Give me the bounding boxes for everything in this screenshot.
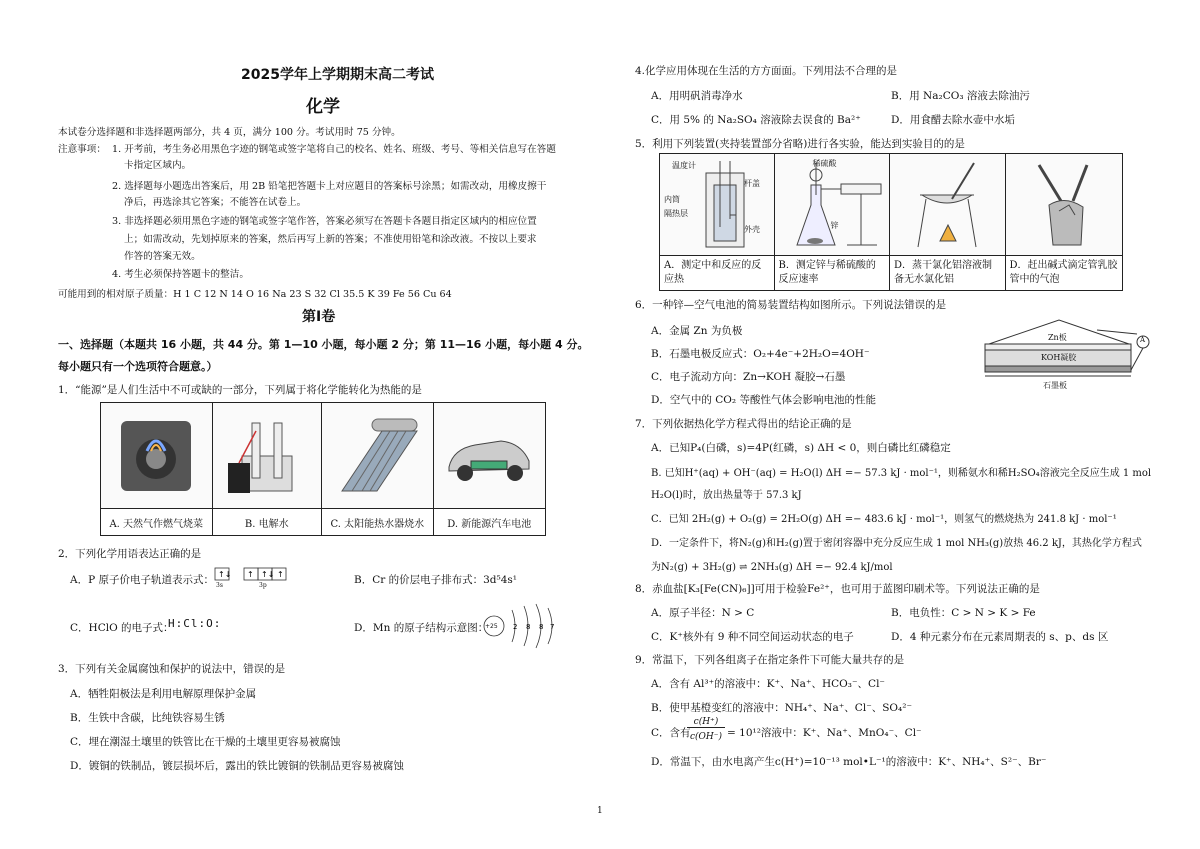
- q9-option-b: B．使甲基橙变红的溶液中：NH₄⁺、Na⁺、Cl⁻、SO₄²⁻: [651, 702, 912, 714]
- note-3b: 上；如需改动，先划掉原来的答案，然后再写上新的答案；不准使用铅笔和涂改液。不按以上要求: [124, 234, 537, 245]
- zn-plate-label: Zn板: [1048, 333, 1067, 342]
- evaporation-image: [890, 154, 1005, 256]
- section-heading: 一、选择题（本题共 16 小题，共 44 分。第 1—10 小题，每小题 2 分；第 11—16 小题，每小题 4 分。: [58, 338, 589, 351]
- q8-option-a: A．原子半径：N > C: [651, 607, 755, 619]
- q1-option-c: C. 太阳能热水器烧水: [322, 403, 434, 535]
- note-3c: 作答的答案无效。: [124, 251, 201, 262]
- q6-option-c: C．电子流动方向：Zn→KOH 凝胶→石墨: [651, 371, 846, 383]
- atomic-masses: 可能用到的相对原子质量：H 1 C 12 N 14 O 16 Na 23 S 32 Cl 35.5 K 39 Fe 56 Cu 64: [58, 289, 452, 300]
- q9-option-a: A．含有 Al³⁺的溶液中：K⁺、Na⁺、HCO₃⁻、Cl⁻: [651, 678, 885, 690]
- svg-text:8: 8: [539, 623, 544, 631]
- q5-apparatus-table: [659, 153, 1123, 291]
- ammeter-label: A: [1140, 336, 1146, 344]
- q7-stem: 7．下列依据热化学方程式得出的结论正确的是: [635, 418, 852, 430]
- electrolysis-image: [213, 403, 322, 509]
- left-column: [56, 0, 596, 849]
- q2-option-d: D．Mn 的原子结构示意图：: [354, 622, 489, 634]
- q9-fraction-denominator: c(OH⁻): [689, 732, 723, 742]
- q9-option-d: D．常温下，由水电离产生c(H⁺)=10⁻¹³ mol•L⁻¹的溶液中：K⁺、NH₄⁺、S²⁻、Br⁻: [651, 756, 1047, 768]
- orbital-label-3s: 3s: [216, 582, 223, 589]
- svg-text:↑: ↑: [247, 570, 254, 579]
- q4-stem: 4.化学应用体现在生活的方方面面。下列用法不合理的是: [635, 65, 898, 77]
- q7-option-a: A．已知P₄(白磷，s)=4P(红磷，s) ΔH < 0，则白磷比红磷稳定: [651, 442, 951, 454]
- q3-option-d: D．镀铜的铁制品，镀层损坏后，露出的铁比镀铜的铁制品更容易被腐蚀: [70, 760, 404, 772]
- notes-label: 注意事项：: [58, 144, 106, 155]
- svg-text:7: 7: [550, 623, 555, 631]
- q1-option-d: D. 新能源汽车电池: [434, 403, 546, 535]
- q9-fraction-numerator: c(H⁺): [687, 717, 725, 728]
- reaction-rate-image: 稀硫酸 锌: [775, 154, 890, 256]
- q6-stem: 6．一种锌—空气电池的简易装置结构如图所示。下列说法错误的是: [635, 299, 947, 311]
- q9-option-c-prefix: C．含有: [651, 727, 691, 739]
- svg-text:↑↓: ↑↓: [218, 570, 232, 579]
- mn-nucleus-label: +25: [485, 623, 498, 630]
- hclo-electron-formula: H:Cl:O:: [168, 617, 222, 630]
- intro-line: 本试卷分选择题和非选择题两部分，共 4 页，满分 100 分。考试用时 75 分钟。: [58, 127, 401, 138]
- q9-stem: 9．常温下，下列各组离子在指定条件下可能大量共存的是: [635, 654, 905, 666]
- q8-stem: 8．赤血盐[K₃[Fe(CN)₆]]可用于检验Fe²⁺，也可用于蓝图印刷术等。下列说法正确的是: [635, 583, 1040, 595]
- svg-text:8: 8: [526, 623, 531, 631]
- q4-option-d: D．用食醋去除水壶中水垢: [891, 114, 1015, 126]
- q6-option-d: D．空气中的 CO₂ 等酸性气体会影响电池的性能: [651, 394, 876, 406]
- electric-car-image: [434, 403, 546, 509]
- note-1: 1. 开考前，考生务必用黑色字迹的钢笔或签字笔将自己的校名、姓名、班级、考号、等相关信息写在答题: [112, 144, 556, 155]
- q3-stem: 3．下列有关金属腐蚀和保护的说法中，错误的是: [58, 663, 286, 675]
- q4-option-c: C．用 5% 的 Na₂SO₄ 溶液除去误食的 Ba²⁺: [651, 114, 861, 126]
- q7-option-c: C．已知 2H₂(g) + O₂(g) = 2H₂O(g) ΔH =− 483.6 kJ · mol⁻¹，则氢气的燃烧热为 241.8 kJ · mol⁻¹: [651, 514, 1117, 525]
- q5-option-d: D．赶出碱式滴定管乳胶管中的气泡: [1006, 154, 1123, 290]
- gas-stove-image: [101, 403, 212, 509]
- burette-image: [1006, 154, 1123, 256]
- note-2b: 净后，再选涂其它答案；不能答在试卷上。: [124, 197, 307, 208]
- svg-text:↑↓: ↑↓: [261, 570, 275, 579]
- q2-option-a: A．P 原子价电子轨道表示式：: [70, 574, 214, 586]
- q8-option-d: D．4 种元素分布在元素周期表的 s、p、ds 区: [891, 631, 1109, 643]
- q6-option-b: B．石墨电极反应式：O₂+4e⁻+2H₂O=4OH⁻: [651, 348, 870, 360]
- q3-option-a: A．牺牲阳极法是利用电解原理保护金属: [70, 688, 257, 700]
- svg-text:2: 2: [513, 623, 518, 631]
- q3-option-b: B．生铁中含碳，比纯铁容易生锈: [70, 712, 225, 724]
- q7-option-b: B. 已知H⁺(aq) + OH⁻(aq) = H₂O(l) ΔH =− 57.3 kJ · mol⁻¹，则稀氨水和稀H₂SO₄溶液完全反应生成 1 mol: [651, 468, 1152, 479]
- note-3: 3. 非选择题必须用黑色字迹的钢笔或签字笔作答，答案必须写在答题卡各题目指定区域内的相应位置: [112, 216, 537, 227]
- q1-option-a: A. 天然气作燃气烧菜: [101, 403, 213, 535]
- q1-stem: 1．“能源”是人们生活中不可或缺的一部分，下列属于将化学能转化为热能的是: [58, 384, 422, 396]
- subject-title: 化学: [306, 97, 340, 117]
- q5-option-b: 稀硫酸 锌 B．测定锌与稀硫酸的反应速率: [775, 154, 891, 290]
- q2-option-c: C．HClO 的电子式：: [70, 622, 174, 634]
- svg-text:↑: ↑: [277, 570, 284, 579]
- note-1b: 卡指定区域内。: [124, 160, 192, 171]
- q7-option-b2: H₂O(l)时，放出热量等于 57.3 kJ: [651, 490, 802, 501]
- q4-option-b: B．用 Na₂CO₃ 溶液去除油污: [891, 90, 1030, 102]
- q7-option-d2: 为N₂(g) + 3H₂(g) ⇌ 2NH₃(g) ΔH =− 92.4 kJ/mol: [651, 562, 893, 573]
- q5-stem: 5．利用下列装置(夹持装置部分省略)进行各实验，能达到实验目的的是: [635, 138, 965, 150]
- q5-option-c: D．蒸干氯化铝溶液制备无水氯化铝: [890, 154, 1006, 290]
- q2-option-b: B．Cr 的价层电子排布式：3d⁵4s¹: [354, 574, 517, 586]
- q2-stem: 2．下列化学用语表达正确的是: [58, 548, 202, 560]
- q5-option-a: 温度计 杆盖 内筒 隔热层 外壳 A．测定中和反应的反应热: [660, 154, 775, 290]
- orbital-label-3p: 3p: [259, 582, 267, 589]
- q4-option-a: A．用明矾消毒净水: [651, 90, 743, 102]
- q1-option-b: B. 电解水: [213, 403, 323, 535]
- q8-option-c: C．K⁺核外有 9 种不同空间运动状态的电子: [651, 631, 854, 643]
- q1-image-table: [100, 402, 546, 536]
- note-4: 4. 考生必须保持答题卡的整洁。: [112, 269, 249, 280]
- q7-option-d: D．一定条件下，将N₂(g)和H₂(g)置于密闭容器中充分反应生成 1 mol NH₃(g)放热 46.2 kJ，其热化学方程式: [651, 538, 1142, 549]
- note-2: 2. 选择题每小题选出答案后，用 2B 铅笔把答题卡上对应题目的答案标号涂黑；如需改动，用橡皮擦干: [112, 181, 547, 192]
- q8-option-b: B．电负性：C > N > K > Fe: [891, 607, 1036, 619]
- graphite-plate-label: 石墨板: [1043, 381, 1067, 390]
- solar-heater-image: [322, 403, 433, 509]
- right-column: [635, 0, 1155, 849]
- part-title: 第Ⅰ卷: [302, 309, 336, 325]
- q3-option-c: C．埋在潮湿土壤里的铁管比在干燥的土壤里更容易被腐蚀: [70, 736, 341, 748]
- koh-gel-label: KOH凝胶: [1041, 353, 1077, 362]
- exam-title: 2025学年上学期期末高二考试: [241, 67, 434, 83]
- calorimeter-image: 温度计 杆盖 内筒 隔热层 外壳: [660, 154, 774, 256]
- page-number: 1: [597, 806, 603, 816]
- orbital-diagram: [214, 566, 294, 593]
- battery-diagram: [979, 318, 1159, 394]
- q6-option-a: A．金属 Zn 为负极: [651, 325, 743, 337]
- q9-option-c-suffix: = 10¹²溶液中：K⁺、Na⁺、MnO₄⁻、Cl⁻: [727, 727, 922, 739]
- section-heading-2: 每小题只有一个选项符合题意。）: [58, 360, 218, 373]
